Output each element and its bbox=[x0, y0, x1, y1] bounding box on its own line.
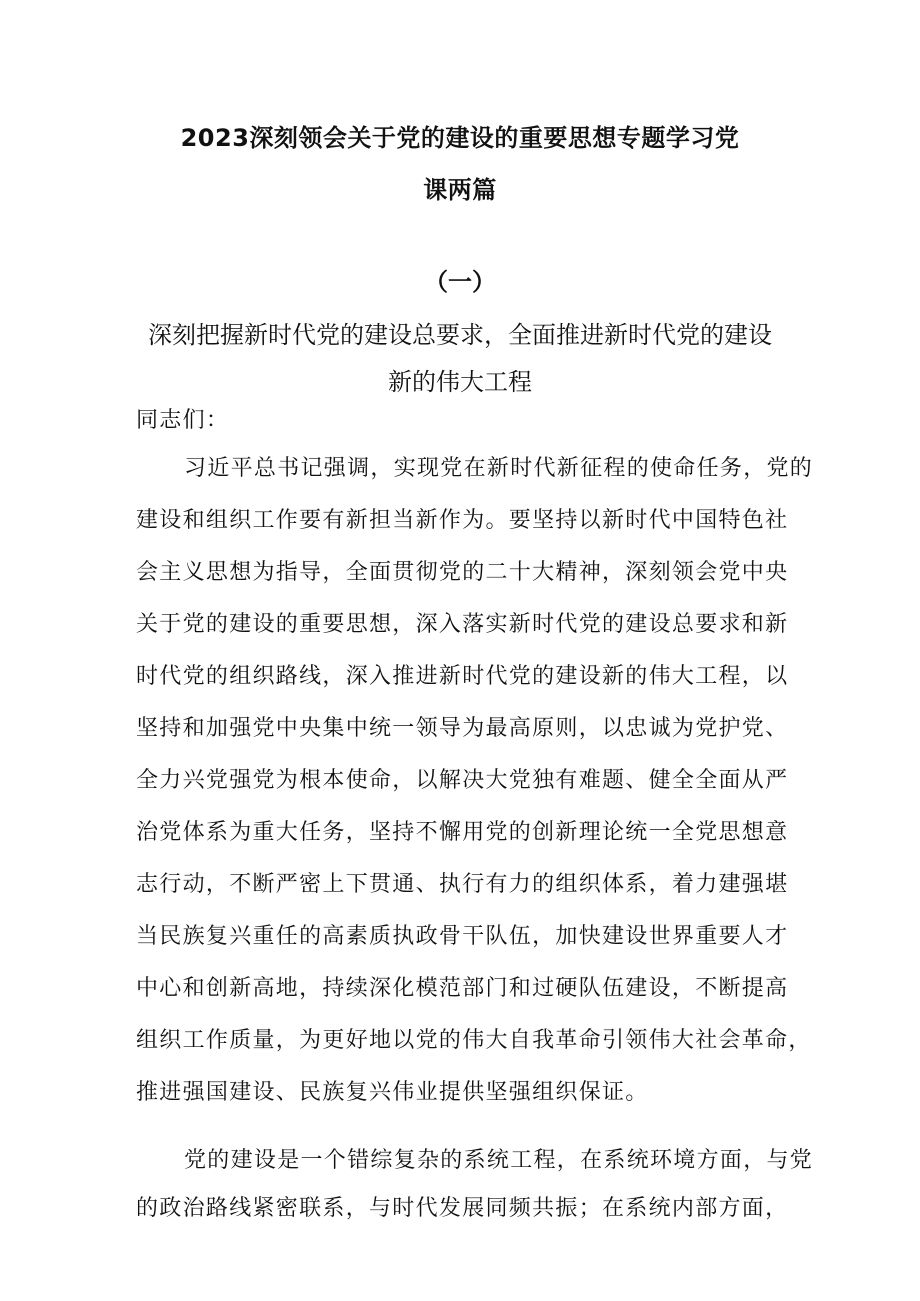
paragraph-line: 推进强国建设、民族复兴伟业提供坚强组织保证。 bbox=[136, 1080, 649, 1105]
paragraph-line: 全力兴党强党为根本使命，以解决大党独有难题、健全全面从严 bbox=[136, 768, 789, 793]
paragraph-line: 志行动，不断严密上下贯通、执行有力的组织体系，着力建强堪 bbox=[136, 872, 789, 897]
section-number: （一） bbox=[424, 268, 496, 296]
paragraph-line: 会主义思想为指导，全面贯彻党的二十大精神，深刻领会党中央 bbox=[136, 560, 789, 585]
salutation: 同志们： bbox=[136, 408, 230, 433]
section-subtitle-line-2: 新的伟大工程 bbox=[388, 368, 532, 396]
paragraph-line: 中心和创新高地，持续深化模范部门和过硬队伍建设，不断提高 bbox=[136, 976, 789, 1001]
paragraph-line: 组织工作质量，为更好地以党的伟大自我革命引领伟大社会革命， bbox=[136, 1028, 812, 1053]
paragraph-line: 的政治路线紧密联系，与时代发展同频共振；在系统内部方面， bbox=[136, 1196, 789, 1221]
paragraph-line: 当民族复兴重任的高素质执政骨干队伍，加快建设世界重要人才 bbox=[136, 924, 789, 949]
paragraph-line: 党的建设是一个错综复杂的系统工程，在系统环境方面，与党 bbox=[184, 1148, 814, 1173]
paragraph-line: 治党体系为重大任务，坚持不懈用党的创新理论统一全党思想意 bbox=[136, 820, 789, 845]
section-subtitle-line-1: 深刻把握新时代党的建设总要求，全面推进新时代党的建设 bbox=[148, 321, 772, 349]
document-title-line-1: 2023深刻领会关于党的建设的重要思想专题学习党 bbox=[180, 124, 740, 152]
paragraph-line: 建设和组织工作要有新担当新作为。要坚持以新时代中国特色社 bbox=[136, 508, 789, 533]
paragraph-line: 习近平总书记强调，实现党在新时代新征程的使命任务，党的 bbox=[184, 456, 814, 481]
document-title-line-2: 课两篇 bbox=[423, 176, 497, 204]
paragraph-line: 关于党的建设的重要思想，深入落实新时代党的建设总要求和新 bbox=[136, 612, 789, 637]
paragraph-line: 时代党的组织路线，深入推进新时代党的建设新的伟大工程，以 bbox=[136, 664, 789, 689]
paragraph-line: 坚持和加强党中央集中统一领导为最高原则，以忠诚为党护党、 bbox=[136, 716, 789, 741]
